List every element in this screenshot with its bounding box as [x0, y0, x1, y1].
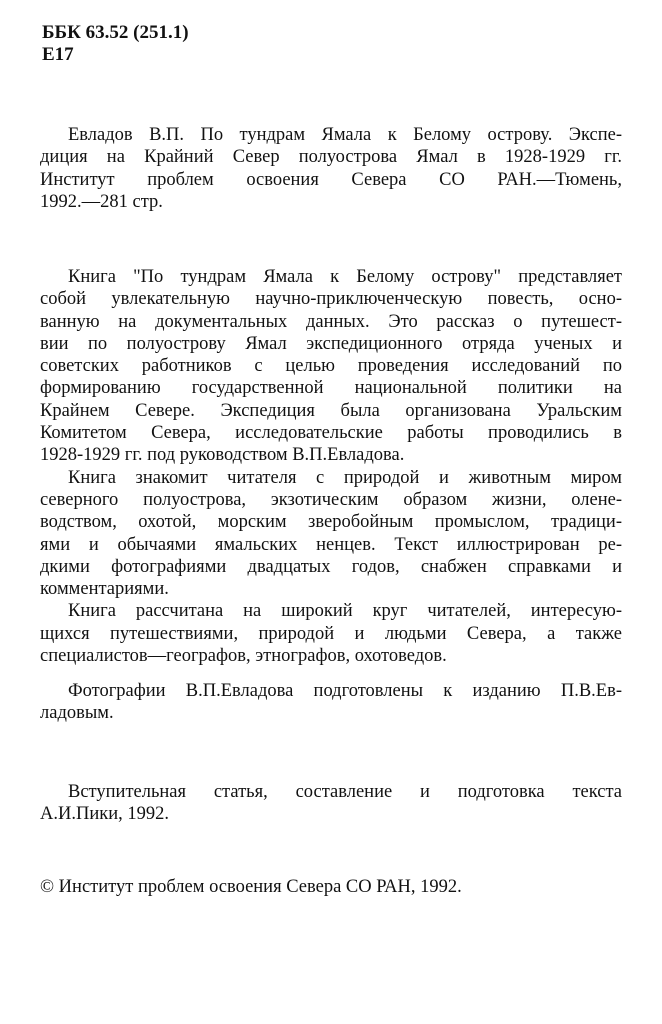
citation-line: 1992.—281 стр.: [40, 191, 163, 212]
book-annotation: [40, 266, 622, 667]
photo-credit: [40, 680, 622, 725]
annotation-line: собой увлекательную научно-приключенческую повесть, осно-: [40, 289, 622, 310]
annotation-line: ями и обычаями ямальских ненцев. Текст иллюстрирован ре-: [40, 534, 622, 555]
editorial-credit: [40, 781, 622, 826]
annotation-line: северного полуострова, экзотическим образом жизни, олене-: [40, 489, 622, 510]
citation-line: диция на Крайний Север полуострова Ямал в 1928-1929 гг.: [40, 147, 622, 168]
bibliographic-citation: [40, 124, 622, 213]
annotation-line: ванную на документальных данных. Это рассказ о путешест-: [40, 311, 622, 332]
annotation-line: 1928-1929 гг. под руководством В.П.Евладова.: [40, 445, 405, 466]
photo-credit-line: Фотографии В.П.Евладова подготовлены к изданию П.В.Ев-: [68, 681, 622, 701]
citation-line: Евладов В.П. По тундрам Ямала к Белому острову. Экспе-: [68, 125, 622, 145]
annotation-line: комментариями.: [40, 579, 169, 600]
annotation-line: Книга рассчитана на широкий круг читателей, интересую-: [68, 601, 622, 622]
annotation-line: Крайнем Севере. Экспедиция была организована Уральским: [40, 400, 622, 421]
annotation-line: водством, охотой, морским зверобойным промыслом, традици-: [40, 512, 622, 533]
photo-credit-line: ладовым.: [40, 703, 114, 724]
bbk-classification: [42, 22, 189, 66]
bbk-code: ББК 63.52 (251.1): [42, 22, 189, 43]
citation-line: Институт проблем освоения Севера СО РАН.—Тюмень,: [40, 169, 622, 190]
annotation-line: щихся путешествиями, природой и людьми Севера, а также: [40, 623, 622, 644]
annotation-line: Книга знакомит читателя с природой и животным миром: [68, 467, 622, 488]
editorial-credit-line: А.И.Пики, 1992.: [40, 804, 169, 825]
annotation-line: Комитетом Севера, исследовательские работы проводились в: [40, 423, 622, 444]
annotation-line: дкими фотографиями двадцатых годов, снабжен справками и: [40, 556, 622, 577]
annotation-line: Книга "По тундрам Ямала к Белому острову" представляет: [68, 267, 622, 287]
annotation-line: советских работников с целью проведения исследований по: [40, 356, 622, 377]
editorial-credit-line: Вступительная статья, составление и подготовка текста: [68, 782, 622, 802]
annotation-line: формированию государственной национальной политики на: [40, 378, 622, 399]
annotation-line: специалистов—географов, этнографов, охотоведов.: [40, 646, 447, 667]
author-mark: Е17: [42, 44, 74, 65]
annotation-line: вии по полуострову Ямал экспедиционного отряда ученых и: [40, 333, 622, 354]
copyright-notice: © Институт проблем освоения Севера СО РАН, 1992.: [40, 877, 462, 897]
